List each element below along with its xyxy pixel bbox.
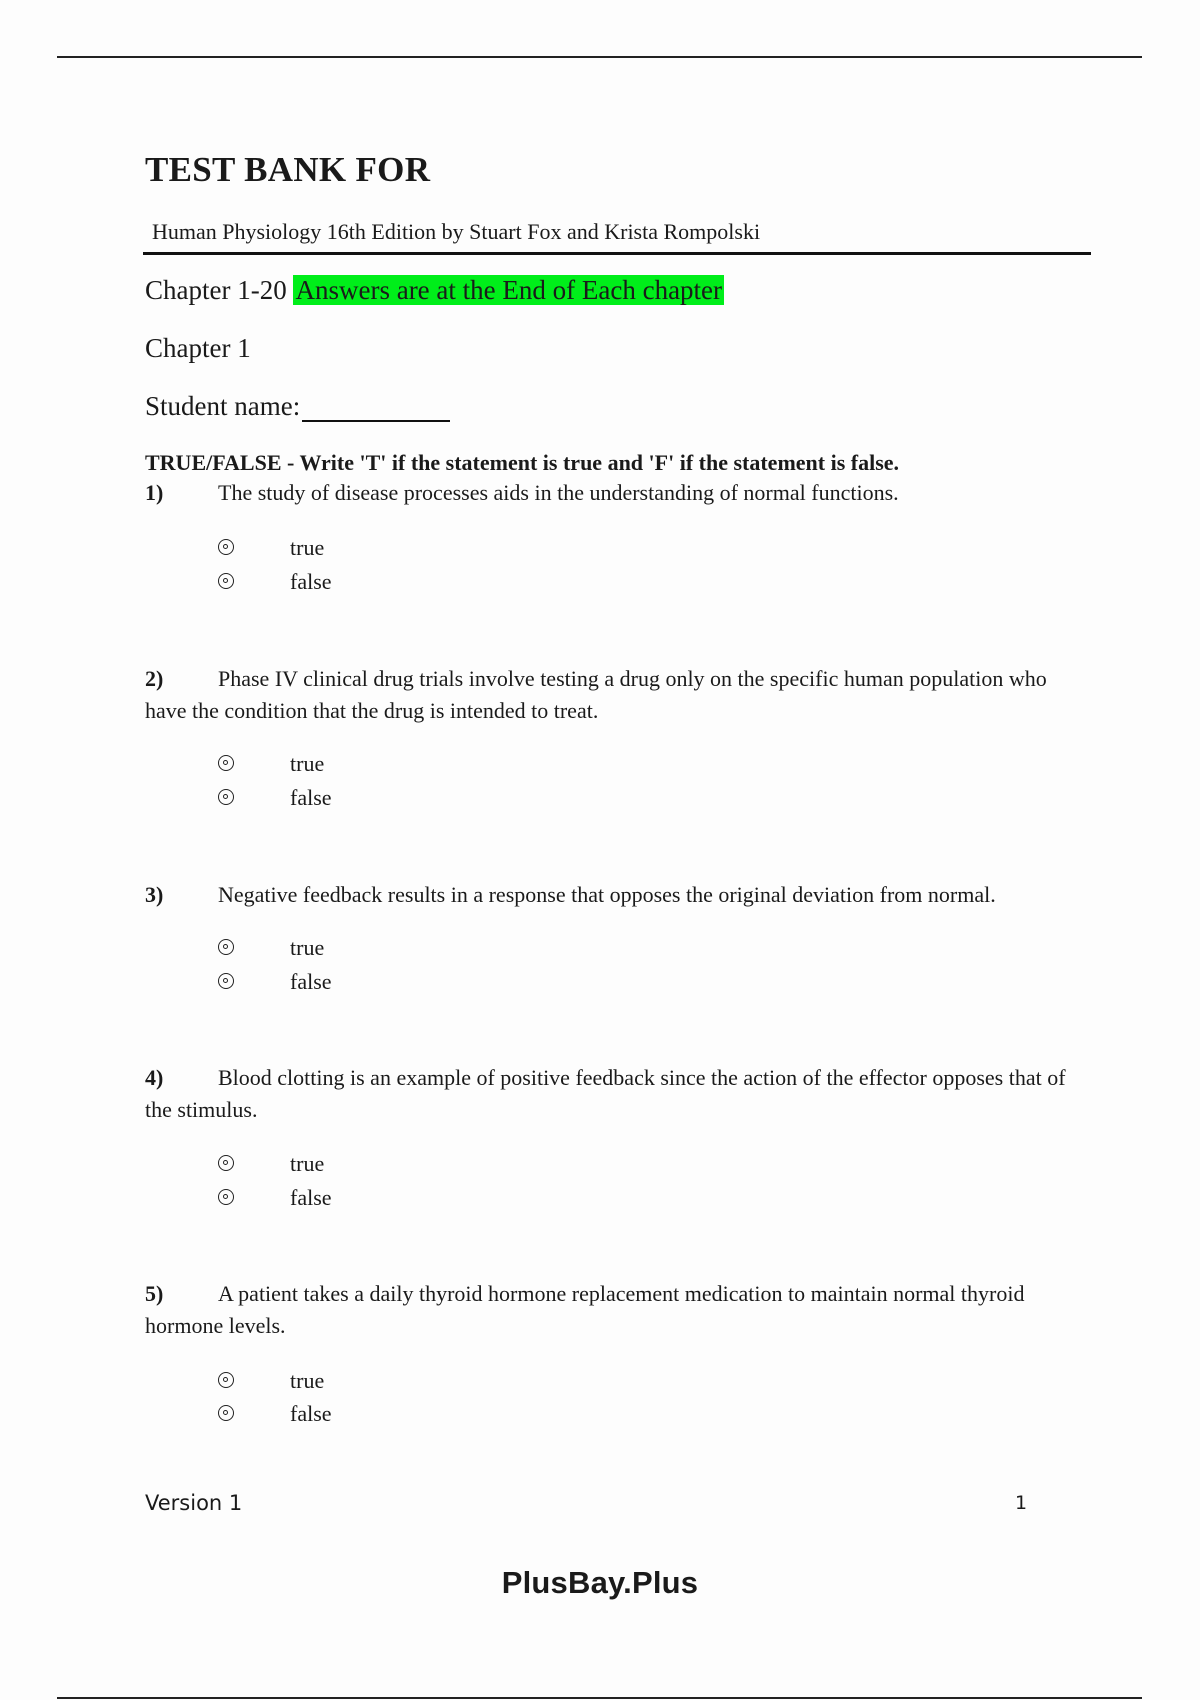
footer-version: Version 1: [145, 1491, 243, 1515]
option-label: true: [290, 751, 325, 776]
bottom-rule: [57, 1697, 1142, 1699]
subtitle-rule: [143, 252, 1091, 255]
chapter-heading: Chapter 1: [145, 333, 251, 363]
question-text: Phase IV clinical drug trials involve testing a drug only on the specific human population who have the condition that the drug is intended to treat.: [145, 666, 1047, 723]
option-label: false: [290, 969, 332, 994]
option-label: true: [290, 1151, 325, 1176]
answers-note-highlight: Answers are at the End of Each chapter: [295, 275, 723, 305]
question-number: 2): [145, 666, 164, 691]
book-subtitle: Human Physiology 16th Edition by Stuart Fox and Krista Rompolski: [152, 219, 761, 244]
question-number: 1): [145, 480, 164, 505]
question-number: 5): [145, 1281, 164, 1306]
page-number: 1: [1015, 1492, 1028, 1514]
radio-icon[interactable]: [218, 1155, 234, 1171]
radio-icon[interactable]: [218, 939, 234, 955]
question-4: [145, 1062, 1080, 1126]
question-2: [145, 663, 1080, 727]
document-title: TEST BANK FOR: [145, 150, 431, 189]
question-number: 3): [145, 882, 164, 907]
option-label: true: [290, 535, 325, 560]
question-text: Negative feedback results in a response that opposes the original deviation from normal.: [218, 882, 996, 907]
option-label: false: [290, 785, 332, 810]
chapter-range-line: [145, 275, 724, 306]
student-name-label: Student name:: [145, 391, 301, 421]
radio-icon[interactable]: [218, 539, 234, 555]
radio-icon[interactable]: [218, 789, 234, 805]
question-3: [145, 879, 1080, 911]
watermark: PlusBay.Plus: [501, 1565, 699, 1600]
question-text: Blood clotting is an example of positive feedback since the action of the effector opposes that of the stimulus.: [145, 1065, 1066, 1122]
top-rule: [57, 56, 1142, 58]
question-number: 4): [145, 1065, 164, 1090]
radio-icon[interactable]: [218, 1405, 234, 1421]
chapter-range: Chapter 1-20: [145, 275, 287, 305]
question-text: A patient takes a daily thyroid hormone replacement medication to maintain normal thyroid hormone levels.: [145, 1281, 1025, 1338]
option-label: true: [290, 1368, 325, 1393]
student-name-blank[interactable]: [302, 393, 450, 422]
option-label: false: [290, 1401, 332, 1426]
radio-icon[interactable]: [218, 1372, 234, 1388]
radio-icon[interactable]: [218, 973, 234, 989]
option-label: true: [290, 935, 325, 960]
question-5: [145, 1278, 1080, 1342]
student-name-line: [145, 391, 450, 422]
question-text: The study of disease processes aids in the understanding of normal functions.: [218, 480, 899, 505]
radio-icon[interactable]: [218, 1189, 234, 1205]
radio-icon[interactable]: [218, 755, 234, 771]
radio-icon[interactable]: [218, 573, 234, 589]
question-1: [145, 477, 1080, 509]
option-label: false: [290, 1185, 332, 1210]
option-label: false: [290, 569, 332, 594]
instructions: TRUE/FALSE - Write 'T' if the statement is true and 'F' if the statement is false.: [145, 450, 900, 475]
